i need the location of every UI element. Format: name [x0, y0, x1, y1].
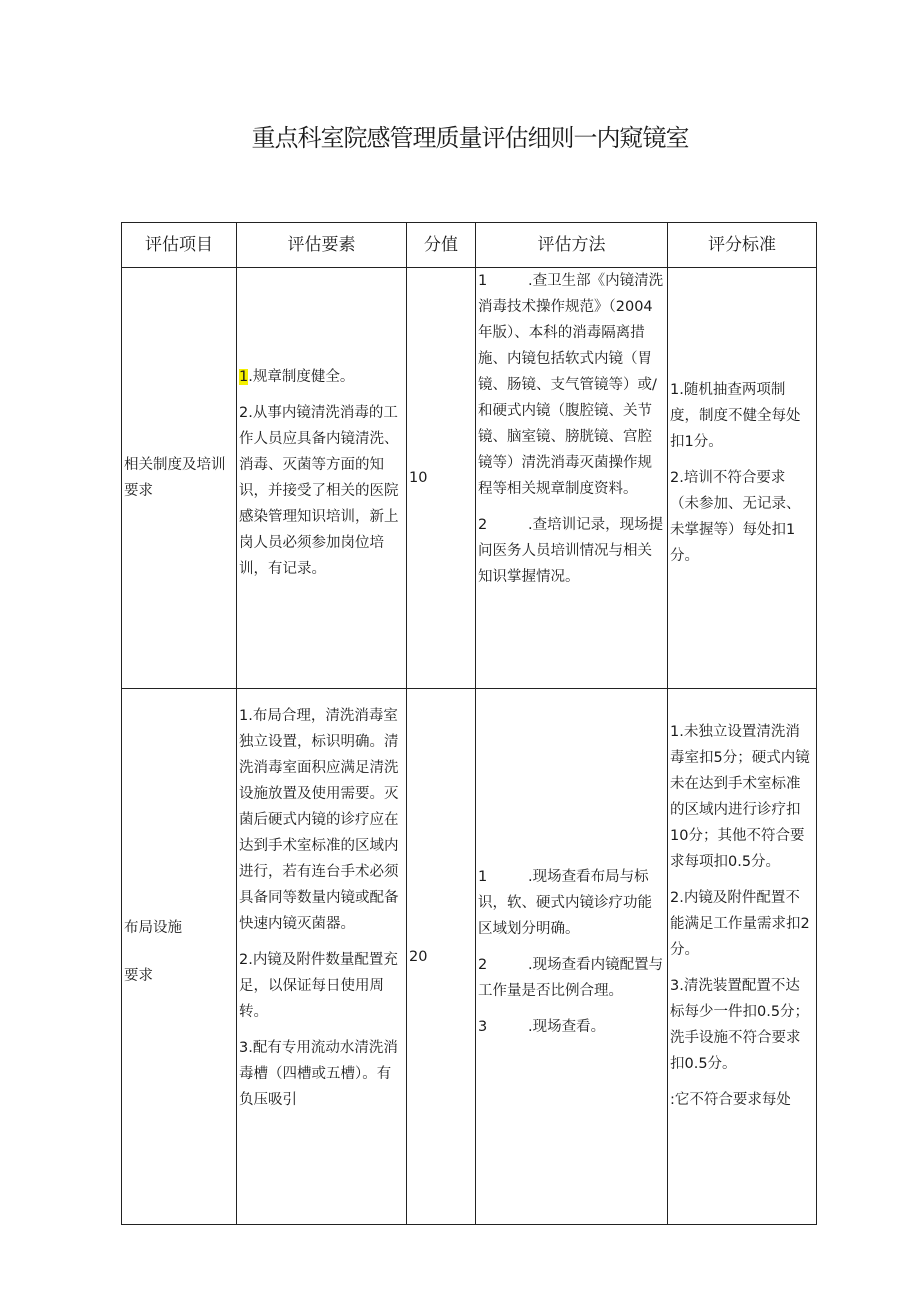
header-standard: 评分标准: [668, 223, 817, 268]
row1-method-1: 1 .查卫生部《内镜清洗消毒技术操作规范》（2004年版）、本科的消毒隔离措施、内镜包括软式内镜（胃镜、肠镜、支气管镜等）或/和硬式内镜（腹腔镜、关节镜、脑室镜、膀胱镜、宫腔镜等）清洗消毒灭菌操作规程等相关规章制度资料。: [478, 273, 664, 497]
row2-standard-4: :它不符合要求每处: [670, 1092, 791, 1108]
row2-method-3: 3 .现场查看。: [478, 1018, 606, 1035]
row2-standard-3: 3.清洗装置配置不达标每少一件扣0.5分；洗手设施不符合要求扣0.5分。: [670, 978, 810, 1072]
header-method: 评估方法: [476, 223, 668, 268]
row1-standards: [668, 268, 817, 689]
row1-element-1: 1.规章制度健全。: [239, 369, 355, 385]
row1-item: [122, 268, 237, 689]
row2-item: [122, 689, 237, 1225]
row2-standards: [668, 689, 817, 1225]
row2-score: 20: [407, 689, 476, 1225]
row2-elements: [237, 689, 407, 1225]
row1-item-text: 相关制度及培训要求: [124, 457, 226, 499]
row1-element-2: 2.从事内镜清洗消毒的工作人员应具备内镜清洗、消毒、灭菌等方面的知识，并接受了相关的医院感染管理知识培训，新上岗人员必须参加岗位培训，有记录。: [239, 405, 399, 577]
row2-element-2: 2.内镜及附件数量配置充足，以保证每日使用周转。: [239, 952, 398, 1020]
row1-standard-2: 2.培训不符合要求（未参加、无记录、未掌握等）每处扣1分。: [670, 470, 801, 564]
table-row: [122, 689, 817, 1225]
row1-methods: [476, 268, 668, 689]
row2-standard-2: 2.内镜及附件配置不能满足工作量需求扣2分。: [670, 890, 810, 958]
header-elements: 评估要素: [237, 223, 407, 268]
row2-item-line2: 要求: [124, 967, 153, 984]
highlight-mark: 1: [239, 369, 249, 385]
header-item: 评估项目: [122, 223, 237, 268]
row2-methods: [476, 689, 668, 1225]
evaluation-table: [121, 222, 817, 1225]
row2-element-3: 3.配有专用流动水清洗消毒槽（四槽或五槽）。有负压吸引: [239, 1040, 398, 1108]
table-row: [122, 268, 817, 689]
row2-item-line1: 布局设施: [124, 919, 182, 936]
row2-method-2: 2 .现场查看内镜配置与工作量是否比例合理。: [478, 956, 664, 999]
header-score: 分值: [407, 223, 476, 268]
header-row: [122, 223, 817, 268]
row2-standard-1: 1.未独立设置清洗消毒室扣5分；硬式内镜未在达到手术室标准的区域内进行诊疗扣10分；其他不符合要求每项扣0.5分。: [670, 724, 810, 870]
row2-method-1: 1 .现场查看布局与标识，软、硬式内镜诊疗功能区域划分明确。: [478, 868, 652, 937]
row1-method-2: 2 .查培训记录，现场提问医务人员培训情况与相关知识掌握情况。: [478, 517, 664, 585]
row1-standard-1: 1.随机抽查两项制度，制度不健全每处扣1分。: [670, 382, 801, 450]
row1-score: 10: [407, 268, 476, 689]
row2-element-1: 1.布局合理，清洗消毒室独立设置，标识明确。清洗消毒室面积应满足清洗设施放置及使用需要。灭菌后硬式内镜的诊疗应在达到手术室标准的区域内进行，若有连台手术必须具备同等数量内镜或配备快速内镜灭菌器。: [239, 708, 399, 932]
row1-elements: [237, 268, 407, 689]
page-title: 重点科室院感管理质量评估细则一内窥镜室: [251, 124, 689, 152]
